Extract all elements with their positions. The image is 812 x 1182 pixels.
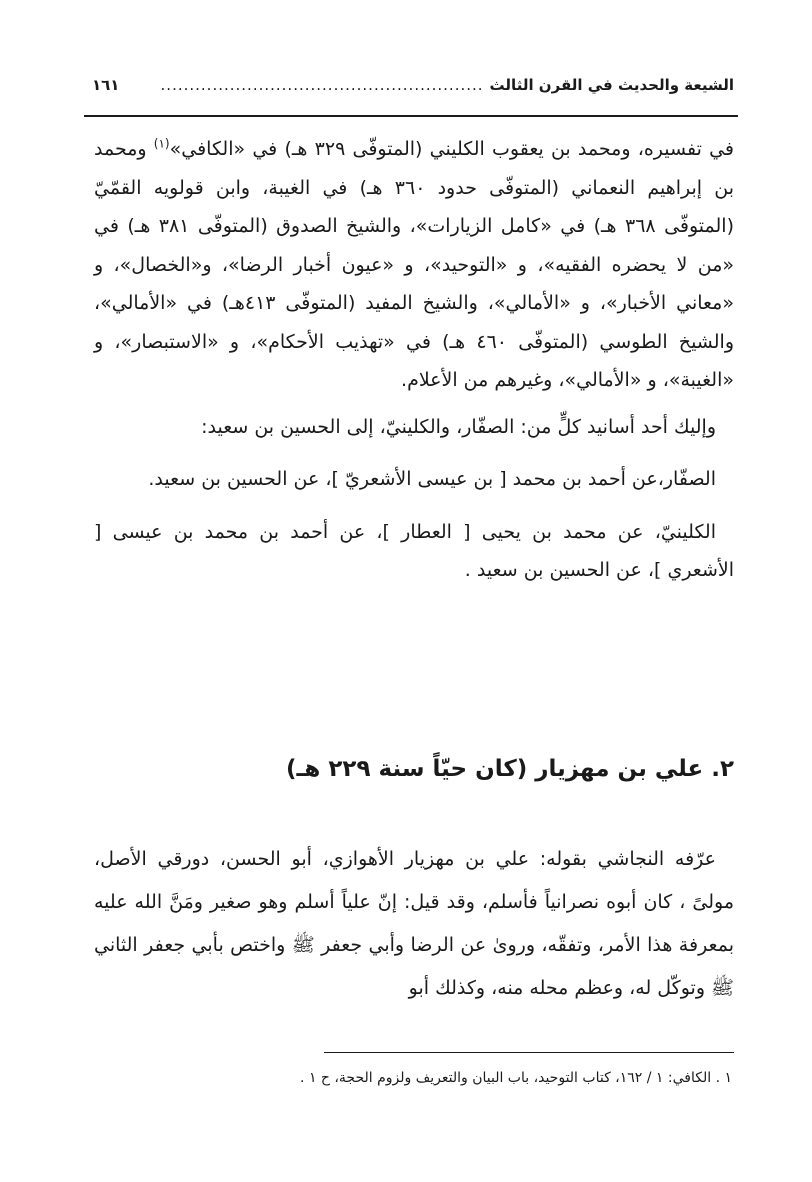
footnote-reference: (١) — [153, 136, 170, 151]
running-header — [92, 76, 734, 94]
section-heading: ٢. علي بن مهزيار (كان حيّاً سنة ٢٢٩ هـ) — [286, 756, 734, 782]
paragraph-kulayni-chain: الكلينيّ، عن محمد بن يحيى [ العطار ]، عن أحمد بن محمد بن عيسى [ الأشعري ]، عن الحسين بن سعيد . — [94, 520, 734, 581]
paragraph-najashi-bio: عرّفه النجاشي بقوله: علي بن مهزيار الأهوازي، أبو الحسن، دورقي الأصل، مولىً ، كان أبوه نصرانياً فأسلم، وقد قيل: إنّ علياً أسلم وهو صغير ومَنَّ الله عليه بمعرفة هذا الأمر، وتفقّه، وروىٰ عن الرضا وأبي جعفر ﷺ واختص بأبي جعفر الثاني ﷺ وتوكّل له، وعظم محله منه، وكذلك أبو — [94, 848, 734, 999]
footnote: ١ . الكافي: ١ / ١٦٢، كتاب التوحيد، باب البيان والتعريف ولزوم الحجة، ح ١ . — [300, 1070, 732, 1086]
paragraph-text: في تفسيره، ومحمد بن يعقوب الكليني (المتوفّى ٣٢٩ هـ) في «الكافي» — [169, 138, 734, 160]
header-leader-dots: ........................................................ — [160, 76, 484, 94]
paragraph-text-continued: ومحمد بن إبراهيم النعماني (المتوفّى حدود ٣٦٠ هـ) في الغيبة، وابن قولويه القمّيّ (المتوفّى ٣٦٨ هـ) في «كامل الزيارات»، والشيخ الصدوق (المتوفّى ٣٨١ هـ) في «من لا يحضره الفقيه»، و «التوحيد»، و «عيون أخبار الرضا»، و«الخصال»، و «معاني الأخبار»، و «الأمالي»، والشيخ المفيد (المتوفّى ٤١٣هـ) في «الأمالي»، والشيخ الطوسي (المتوفّى ٤٦٠ هـ) في «تهذيب الأحكام»، و «الاستبصار»، و «الغيبة»، و «الأمالي»، وغيرهم من الأعلام. — [94, 138, 735, 391]
paragraph-chains-intro: وإليك أحد أسانيد كلٍّ من: الصفّار، والكلينيّ، إلى الحسين بن سعيد: — [201, 415, 716, 438]
header-rule — [84, 115, 738, 117]
footnote-rule — [324, 1052, 734, 1053]
main-text — [94, 130, 734, 604]
paragraph-hadith-sources — [94, 130, 734, 400]
page-number: ١٦١ — [92, 76, 120, 94]
header-title: الشيعة والحديث في القرن الثالث — [489, 76, 734, 94]
section-text — [94, 838, 734, 1010]
paragraph-saffar-chain: الصفّار،عن أحمد بن محمد [ بن عيسى الأشعريّ ]، عن الحسين بن سعيد. — [148, 468, 716, 490]
